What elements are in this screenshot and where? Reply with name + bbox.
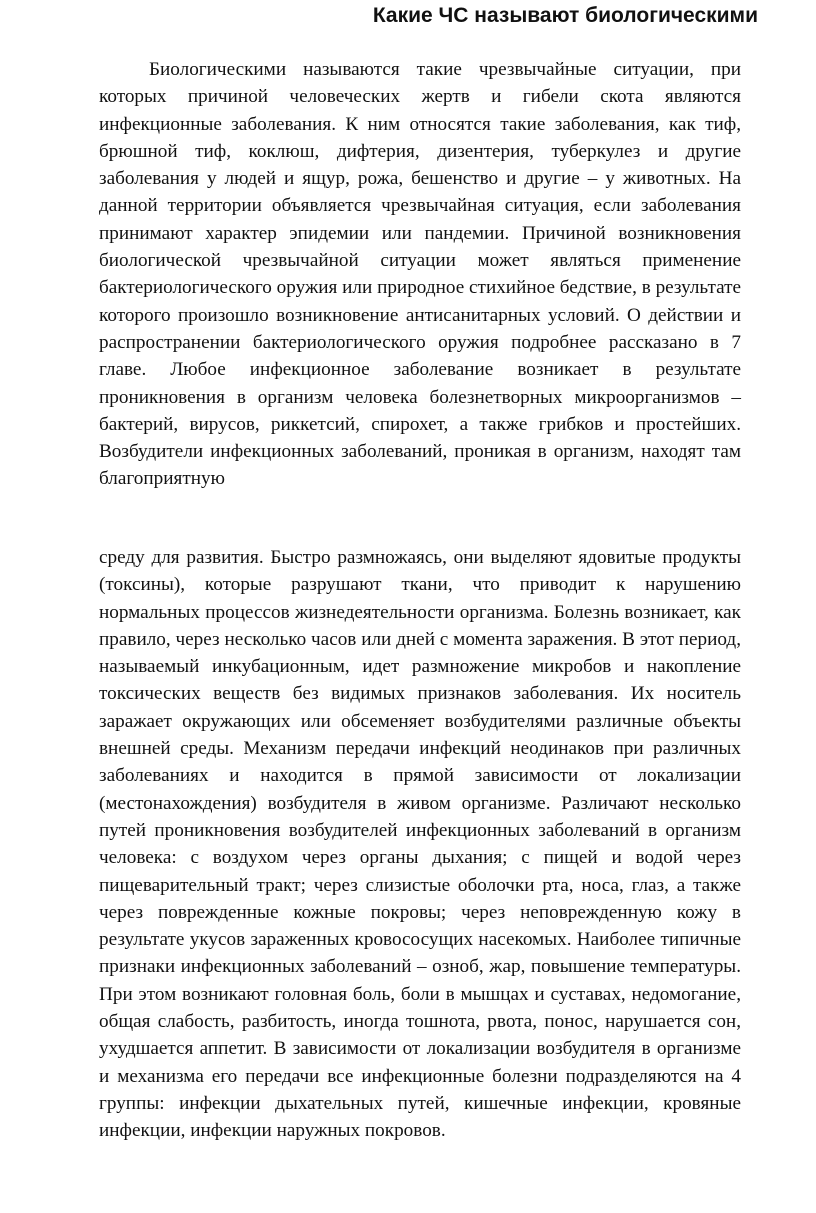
paragraph-2: среду для развития. Быстро размножаясь, они выделяют ядовитые продукты (токсины), которые разрушают ткани, что приводит к нарушению нормальных процессов жизнедеятельности организма. Болезнь возникает, как правило, через несколько часов или дней с момента заражения. В этот период, называемый инкубационным, идет размножение микробов и накопление токсических веществ без видимых признаков заболевания. Их носитель заражает окружающих или обсеменяет возбудителями различные объекты внешней среды. Механизм передачи инфекций неодинаков при различных заболеваниях и находится в прямой зависимости от локализации (местонахождения) возбудителя в живом организме. Различают несколько путей проникновения возбудителей инфекционных заболеваний в организм человека: с воздухом через органы дыхания; с пищей и водой через пищеварительный тракт; через слизистые оболочки рта, носа, глаз, а также через поврежденные кожные покровы; через неповрежденную кожу в результате укусов зараженных кровососущих насекомых. Наиболее типичные признаки инфекционных заболеваний – озноб, жар, повышение температуры. При этом возникают головная боль, боли в мышцах и суставах, недомогание, общая слабость, разбитость, иногда тошнота, рвота, понос, нарушается сон, ухудшается аппетит. В зависимости от локализации возбудителя в организме и механизма его передачи все инфекционные болезни подразделяются на 4 группы: инфекции дыхательных путей, кишечные инфекции, кровяные инфекции, инфекции наружных покровов. — [99, 547, 741, 1142]
document-title: Какие ЧС называют биологическими — [372, 4, 758, 27]
paragraph-1: Биологическими называются такие чрезвычайные ситуации, при которых причиной человеческих жертв и гибели скота являются инфекционные заболевания. К ним относятся такие заболевания, как тиф, брюшной тиф, коклюш, дифтерия, дизентерия, туберкулез и другие заболевания у людей и ящур, рожа, бешенство и другие – у животных. На данной территории объявляется чрезвычайная ситуация, если заболевания принимают характер эпидемии или пандемии. Причиной возникновения биологической чрезвычайной ситуации может являться применение бактериологического оружия или природное стихийное бедствие, в результате которого произошло возникновение антисанитарных условий. О действии и распространении бактериологического оружия подробнее рассказано в 7 главе. Любое инфекционное заболевание возникает в результате проникновения в организм человека болезнетворных микроорганизмов – бактерий, вирусов, риккетсий, спирохет, а также грибков и простейших. Возбудители инфекционных заболеваний, проникая в организм, находят там благоприятную — [99, 59, 741, 490]
